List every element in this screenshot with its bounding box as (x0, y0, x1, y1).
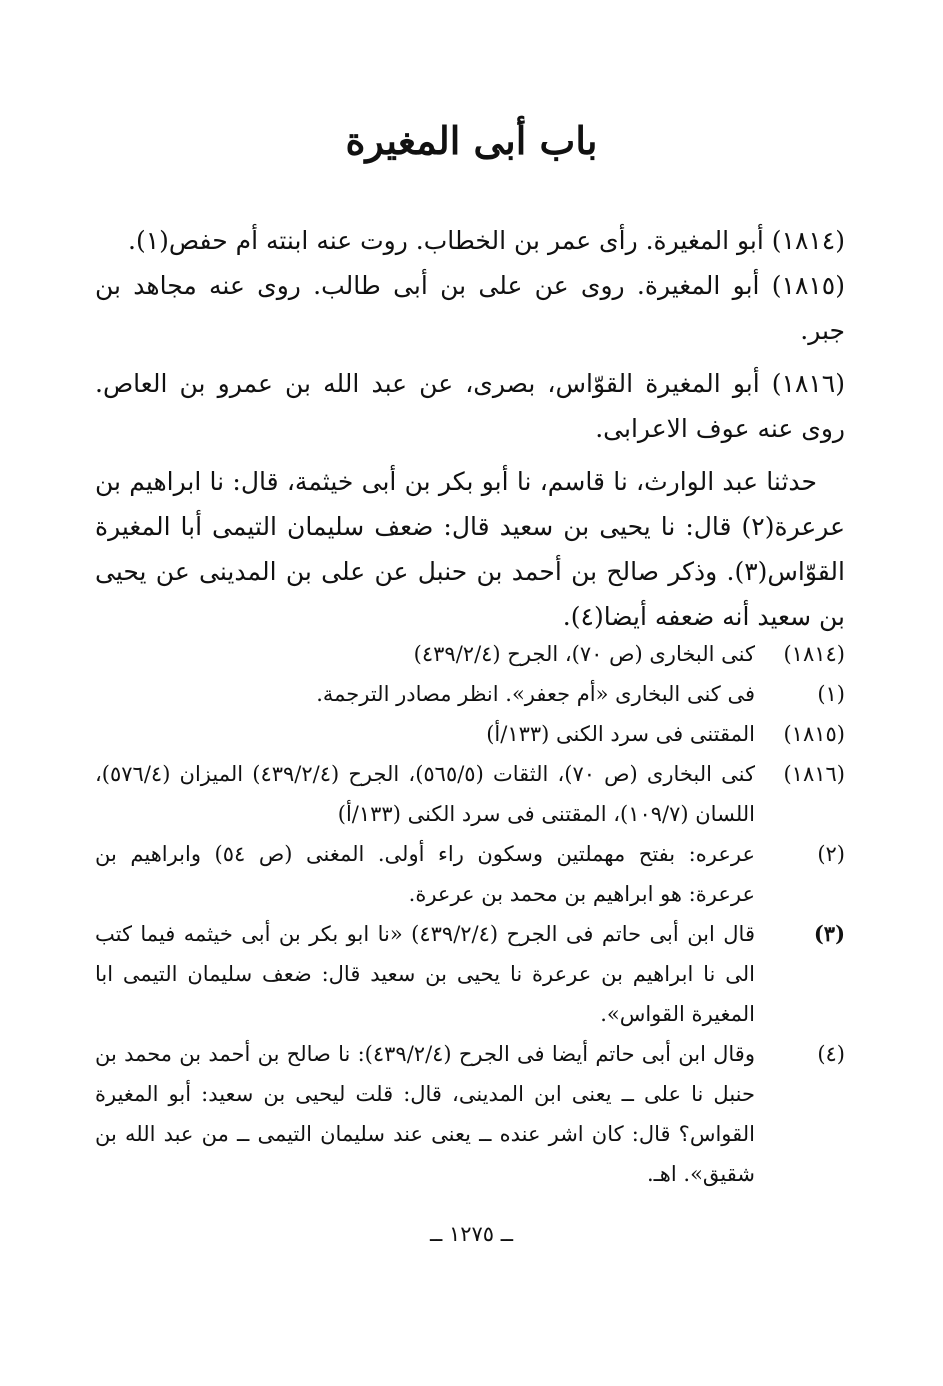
chapter-title: باب أبى المغيرة (345, 118, 598, 163)
footnote-1 (95, 674, 845, 714)
entry-1815: (١٨١٥) أبو المغيرة. روى عن على بن أبى طالب. روى عنه مجاهد بن جبر. (95, 271, 845, 345)
footnotes (95, 634, 845, 1194)
footnote-1814 (95, 634, 845, 674)
entry-1814: (١٨١٤) أبو المغيرة. رأى عمر بن الخطاب. روت عنه ابنته أم حفص(١). (128, 226, 845, 255)
footnote-number: (٢) (817, 842, 845, 866)
page-number: ــ ١٢٧٥ ــ (429, 1222, 514, 1246)
main-text (95, 218, 845, 639)
footnote-number: (١) (817, 682, 845, 706)
footnote-4 (95, 1034, 845, 1194)
footnote-number: (١٨١٤) (783, 642, 845, 666)
footnote-1815 (95, 714, 845, 754)
footnote-text: فى كنى البخارى «أم جعفر». انظر مصادر الترجمة. (316, 682, 755, 706)
footnote-2 (95, 834, 845, 914)
footnote-number: (٣) (813, 921, 845, 946)
footnote-text: عرعره: بفتح مهملتين وسكون راء أولى. المغنى (ص ٥٤) وابراهيم بن عرعرة: هو ابراهيم بن محمد بن عرعرة. (95, 842, 755, 906)
footnote-number: (١٨١٥) (783, 722, 845, 746)
footnote-text: وقال ابن أبى حاتم أيضا فى الجرح (٤٣٩/٢/٤): نا صالح بن أحمد بن محمد بن حنبل نا على ــ يعنى ابن المدينى، قال: قلت ليحيى بن سعيد: أبو المغيرة القواس؟ قال: كان اشر عنده ــ يعنى عند سليمان التيمى ــ من عبد الله بن شقيق». اهـ. (95, 1042, 755, 1186)
footnote-1816 (95, 754, 845, 834)
entry-1816-narration: حدثنا عبد الوارث، نا قاسم، نا أبو بكر بن أبى خيثمة، قال: نا ابراهيم بن عرعرة(٢) قال: نا يحيى بن سعيد قال: ضعف سليمان التيمى أبا المغيرة القوّاس(٣). وذكر صالح بن أحمد بن حنبل عن على بن المدينى عن يحيى بن سعيد أنه ضعفه أيضا(٤). (95, 467, 845, 631)
footnote-3 (95, 914, 845, 1034)
footnote-number: (١٨١٦) (783, 762, 845, 786)
footnote-text: قال ابن أبى حاتم فى الجرح (٤٣٩/٢/٤) «نا ابو بكر بن أبى خيثمه فيما كتب الى نا ابراهيم بن عرعرة نا يحيى بن سعيد قال: ضعف سليمان التيمى ابا المغيرة القواس». (95, 922, 755, 1026)
footnote-text: كنى البخارى (ص ٧٠)، الثقات (٥٦٥/٥)، الجرح (٤٣٩/٢/٤) الميزان (٥٧٦/٤)، اللسان (١٠٩/٧)، المقتنى فى سرد الكنى (١٣٣/أ) (95, 762, 755, 826)
footnote-text: كنى البخارى (ص ٧٠)، الجرح (٤٣٩/٢/٤) (413, 642, 755, 666)
footnote-number: (٤) (817, 1042, 845, 1066)
entry-1816: (١٨١٦) أبو المغيرة القوّاس، بصرى، عن عبد الله بن عمرو بن العاص. روى عنه عوف الاعرابى. (95, 369, 845, 443)
footnote-text: المقتنى فى سرد الكنى (١٣٣/أ) (486, 722, 755, 746)
